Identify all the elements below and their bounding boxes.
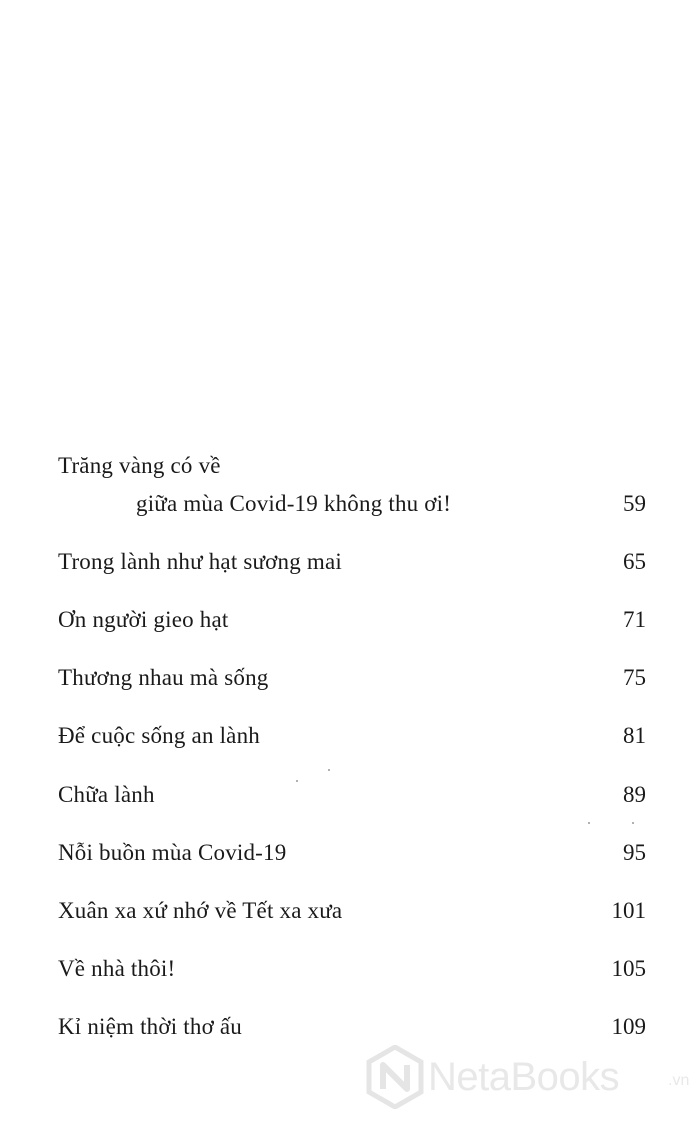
toc-entry-page: 109 [611,1014,646,1039]
netabooks-logo-icon [366,1045,424,1109]
toc-entry-title: Về nhà thôi! [58,956,176,981]
toc-entry-title-continued: giữa mùa Covid-19 không thu ơi! [136,491,452,516]
scan-speck [632,822,634,824]
scan-speck [328,769,330,771]
watermark-tld: .vn [668,1072,690,1089]
toc-entry-page: 71 [623,607,646,632]
toc-entry-page: 105 [611,956,646,981]
toc-entry-page: 75 [623,665,646,690]
toc-entry-title: Ơn người gieo hạt [58,607,229,632]
toc-entry-title: Xuân xa xứ nhớ về Tết xa xưa [58,898,343,923]
toc-entry-title: Nỗi buồn mùa Covid-19 [58,840,287,865]
toc-entry-page: 95 [623,840,646,865]
netabooks-watermark [366,1045,696,1109]
toc-entry-title: Chữa lành [58,782,155,807]
scan-speck [296,780,298,782]
toc-entry-page: 65 [623,549,646,574]
scan-speck [588,822,590,824]
toc-entry-title: Trăng vàng có về [58,453,221,478]
toc-entry-page: 89 [623,782,646,807]
toc-entry-page: 59 [623,491,646,516]
toc-entry-title: Trong lành như hạt sương mai [58,549,342,574]
toc-entry-title: Thương nhau mà sống [58,665,269,690]
toc-entry-page: 101 [611,898,646,923]
toc-entry-title: Kỉ niệm thời thơ ấu [58,1014,242,1039]
watermark-text: NetaBooks [428,1055,620,1099]
toc-entry-title: Để cuộc sống an lành [58,723,260,748]
toc-entry-page: 81 [623,723,646,748]
